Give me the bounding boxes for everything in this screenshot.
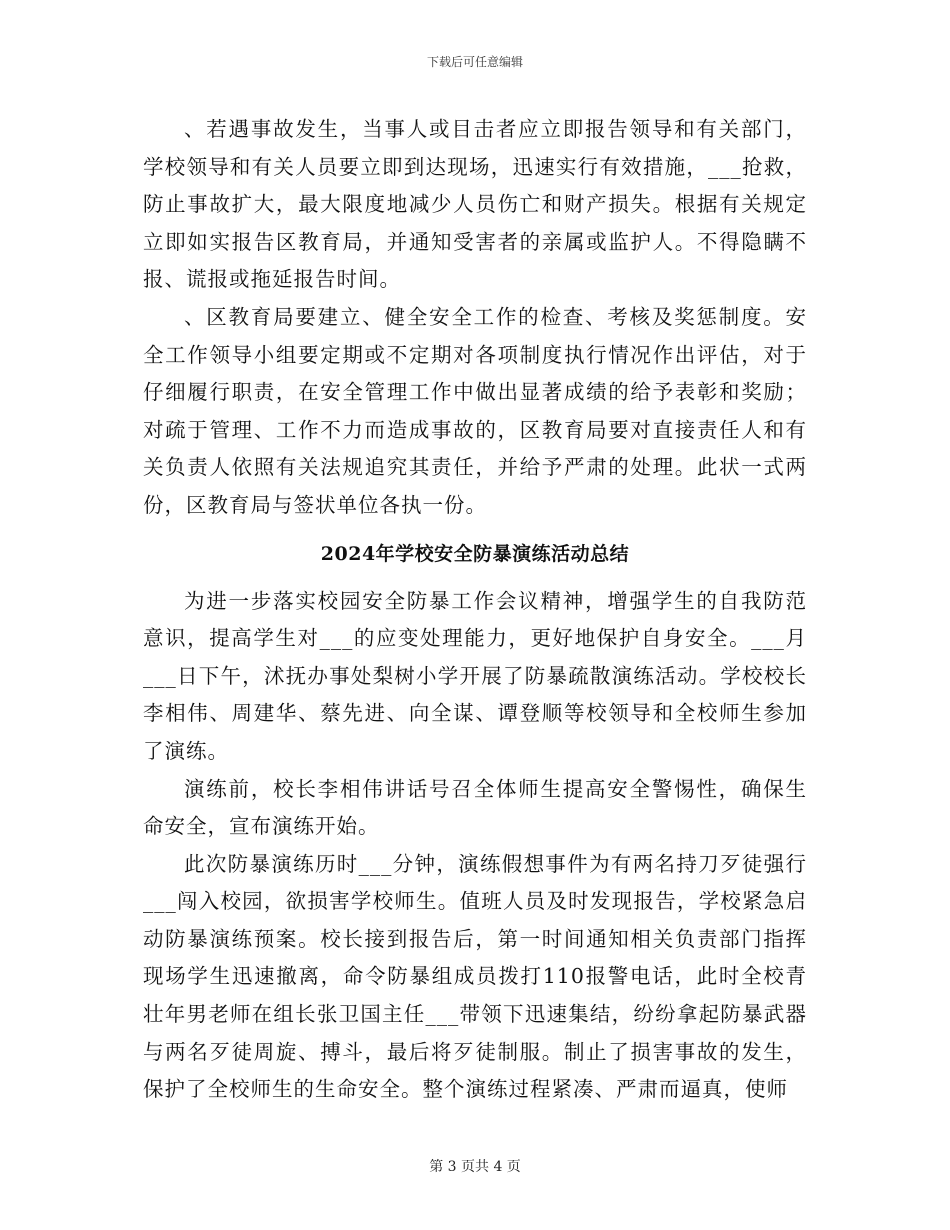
section-title: 2024年学校安全防暴演练活动总结 <box>320 542 630 565</box>
document-body <box>143 111 807 1109</box>
paragraph-inspection-rewards: 、区教育局要建立、健全安全工作的检查、考核及奖惩制度。安全工作领导小组要定期或不定期对各项制度执行情况作出评估，对于仔细履行职责，在安全管理工作中做出显著成绩的给予表彰和奖励；对疏于管理、工作不力而造成事故的，区教育局要对直接责任人和有关负责人依照有关法规追究其责任，并给予严肃的处理。此状一式两份，区教育局与签状单位各执一份。 <box>143 304 807 517</box>
page-header-note: 下载后可任意编辑 <box>426 55 523 69</box>
paragraph-accident-reporting: 、若遇事故发生，当事人或目击者应立即报告领导和有关部门，学校领导和有关人员要立即到达现场，迅速实行有效措施，___抢救，防止事故扩大，最大限度地减少人员伤亡和财产损失。根据有关规定立即如实报告区教育局，并通知受害者的亲属或监护人。不得隐瞒不报、谎报或拖延报告时间。 <box>143 117 807 292</box>
paragraph-drill-process: 此次防暴演练历时___分钟，演练假想事件为有两名持刀歹徒强行___闯入校园，欲损害学校师生。值班人员及时发现报告，学校紧急启动防暴演练预案。校长接到报告后，第一时间通知相关负责部门指挥现场学生迅速撤离，命令防暴组成员拨打110报警电话，此时全校青壮年男老师在组长张卫国主任___带领下迅速集结，纷纷拿起防暴武器与两名歹徒周旋、搏斗，最后将歹徒制服。制止了损害事故的发生，保护了全校师生的生命安全。整个演练过程紧凑、严肃而逼真，使师 <box>143 851 807 1102</box>
page-number: 第 3 页共 4 页 <box>429 1159 521 1175</box>
paragraph-drill-speech: 演练前，校长李相伟讲话号召全体师生提高安全警惕性，确保生命安全，宣布演练开始。 <box>143 776 807 839</box>
paragraph-drill-intro: 为进一步落实校园安全防暴工作会议精神，增强学生的自我防范意识，提高学生对___的应变处理能力，更好地保护自身安全。___月___日下午，沭抚办事处梨树小学开展了防暴疏散演练活动。学校校长李相伟、周建华、蔡先进、向全谋、谭登顺等校领导和全校师生参加了演练。 <box>143 588 807 763</box>
